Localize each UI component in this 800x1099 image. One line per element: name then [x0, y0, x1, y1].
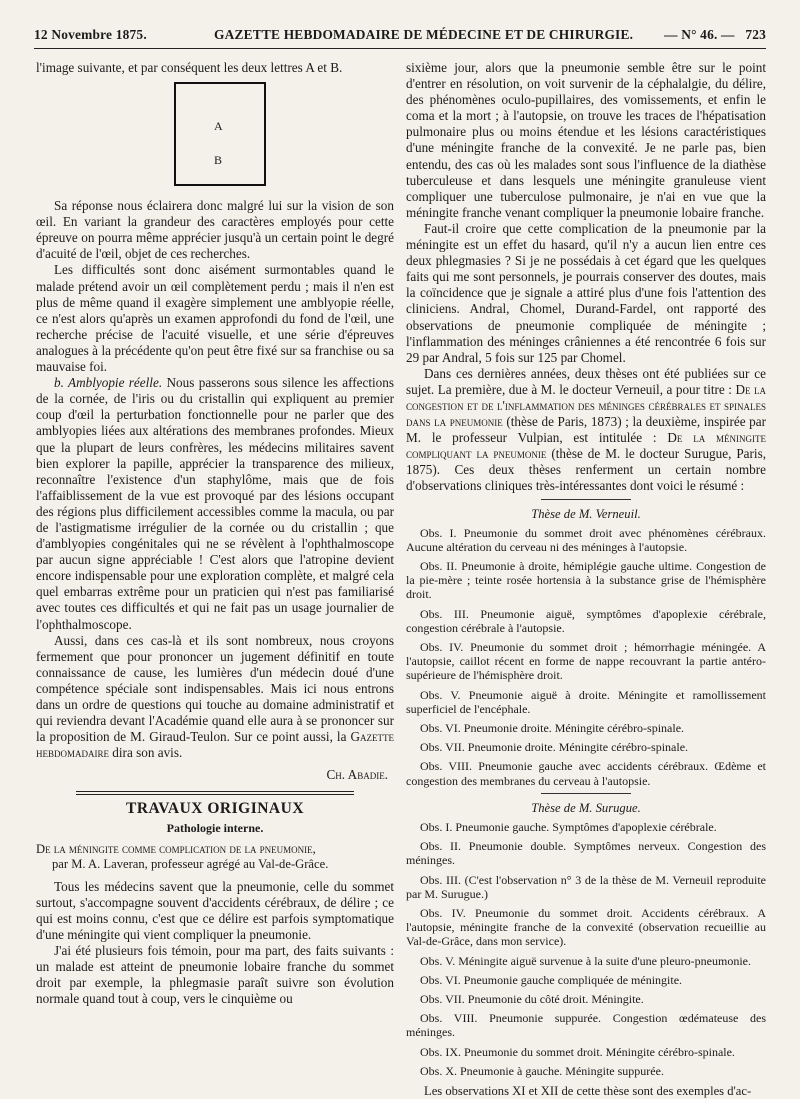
- paragraph: [36, 633, 394, 762]
- paragraph: sixième jour, alors que la pneumonie semble être sur le point d'entrer en résolution, on voit survenir de la céphalalgie, du délire, des phénomènes oculo-pupillaires, des vomissements, et enfin le coma et la mort ; à l'autopsie, on trouve les traces de l'hépatisation pulmonaire plus ou moins étendue et les lésions caractéristiques d'une méningite franche de la convexité. Je ne parle pas, bien entendu, des cas où les malades sont sous l'influence de la diathèse tuberculeuse et dans lesquels une méningite granuleuse vient compliquer une tuberculose pulmonaire, je n'ai en vue que la méningite franche venant compliquer la pneumonie lobaire franche.: [406, 60, 766, 220]
- observation-item: Obs. IV. Pneumonie du sommet droit. Accidents cérébraux. A l'autopsie, méningite franche de la convexité (observation recueillie au Val-de-Grâce, dans mon service).: [406, 905, 766, 949]
- right-column: [406, 60, 766, 1099]
- paragraph-text: Nous passerons sous silence les affections de la cornée, de l'iris ou du cristallin qui expliquent au premier coup d'œil la perturbation fonctionnelle pour ne parler que des amblyopies liées aux altérations des membranes profondes. Mieux que la plupart de leurs confrères, les médecins militaires savent bien explorer la papille, apprécier la transparence des milieux, reconnaître l'existence d'un staphylôme, mais que de fois l'affaiblissement de la vue est provoqué par des lésions occupant des régions plus difficilement accessibles comme la macula, ou par de l'astigmatisme irrégulier de la cornée ou du cristallin ; que d'amblyopies congénitales qui ne se révèlent à l'ophthalmoscope par aucun signe appréciable ! C'est alors que l'atropine devient encore indispensable pour une exploration complète, et malgré cela quel embarras extrême pour un praticien qui n'est pas familiarisé avec toutes ces difficultés et qui ne fait pas un usage journalier de l'ophthalmoscope.: [36, 375, 394, 632]
- observation-item: Obs. IX. Pneumonie du sommet droit. Méningite cérébro-spinale.: [420, 1044, 735, 1059]
- page-num: 723: [745, 27, 766, 42]
- observation-item: Obs. III. (C'est l'observation n° 3 de la thèse de M. Verneuil reproduite par M. Surugue.): [406, 872, 766, 901]
- observation-item: Obs. II. Pneumonie double. Symptômes nerveux. Congestion des méninges.: [406, 839, 766, 868]
- observation-item: Obs. X. Pneumonie à gauche. Méningite suppurée.: [420, 1063, 664, 1078]
- observation-item: Obs. V. Méningite aiguë survenue à la suite d'une pleuro-pneumonie.: [420, 953, 751, 968]
- observation-item: Obs. VI. Pneumonie gauche compliquée de méningite.: [420, 972, 683, 987]
- article-title: De la méningite comme complication de la pneumonie,: [36, 841, 316, 856]
- observation-item: Obs. V. Pneumonie aiguë à droite. Méningite et ramollissement superficiel de l'encéphale.: [406, 687, 766, 716]
- observation-item: Obs. VI. Pneumonie droite. Méningite cérébro-spinale.: [420, 721, 685, 736]
- section-title: TRAVAUX ORIGINAUX: [125, 800, 305, 818]
- divider: [76, 791, 354, 795]
- issue-date: 12 Novembre 1875.: [34, 27, 147, 42]
- observation-item: Obs. I. Pneumonie gauche. Symptômes d'apoplexie cérébrale.: [420, 819, 717, 834]
- section-subtitle: Pathologie interne.: [166, 820, 264, 835]
- divider: [541, 793, 631, 794]
- signature: Ch. Abadie.: [326, 767, 388, 783]
- observation-item: Obs. II. Pneumonie à droite, hémiplégie gauche ultime. Congestion de la pie-mère ; teinte rosée hortensia à la substance grise de l'hémisphère droit.: [406, 559, 766, 602]
- observation-item: Obs. VIII. Pneumonie suppurée. Congestion œdémateuse des méninges.: [406, 1011, 766, 1040]
- thesis-heading: Thèse de M. Verneuil.: [531, 506, 641, 521]
- observation-list: [406, 820, 766, 1078]
- paragraph: J'ai été plusieurs fois témoin, pour ma part, des faits suivants : un malade est atteint de pneumonie lobaire franche du sommet droit par exemple, la phlegmasie paraît suivre son évolution normale quand tout à coup, vers le cinquième ou: [36, 943, 394, 1007]
- thesis-heading: Thèse de M. Surugue.: [531, 800, 641, 815]
- thesis-title: De la méningite compliquant la pneumonie: [406, 430, 766, 462]
- observation-item: Obs. VII. Pneumonie du côté droit. Méningite.: [420, 992, 644, 1006]
- issue-number: — N° 46. —: [664, 27, 735, 42]
- observation-item: Obs. I. Pneumonie du sommet droit avec phénomènes cérébraux. Aucune altération du cerveau ni des méninges à l'autopsie.: [406, 525, 766, 554]
- paragraph-text: dira son avis.: [109, 745, 183, 761]
- paragraph: Les observations XI et XII de cette thèse sont des exemples d'ac-: [424, 1084, 752, 1099]
- page-header: [34, 22, 766, 49]
- paragraph-text: (thèse de M. le docteur Surugue, Paris, 1875). Ces deux thèses renferment un certain nombre d'observations cliniques très-intéressantes dont voici le résumé :: [406, 446, 766, 494]
- paragraph-text: Aussi, dans ces cas-là et ils sont nombreux, nous croyons fermement que pour prononcer un jugement définitif en toute connaissance de cause, les lumières d'un médecin doué d'une compétence spéciale sont indispensables. Mais ici nous entrons dans un ordre de questions qui touche au domaine administratif et qui reviendra devant l'Académie quand elle aura à se prononcer sur la proposition de M. Giraud-Teulon. Sur ce point aussi, la: [36, 632, 394, 745]
- thesis-title: De la congestion et de l'inflammation des méninges cérébrales et spinales dans la pneumonie: [406, 381, 766, 430]
- page-number: [664, 27, 766, 43]
- paragraph: Faut-il croire que cette complication de la pneumonie par la méningite est un effet du hasard, qu'il n'y a aucun lien entre ces deux phlegmasies ? Si je ne possédais à cet égard que les quelques faits qui me sont personnels, je pourrais conserver des doutes, mais la coïncidence que je signale a attiré plus d'une fois l'attention des cliniciens. Andral, Chomel, Durand-Fardel, ont rapporté des observations de pneumonie compliquée de méningite ; l'inflammation des méninges crâniennes a été rencontrée 6 fois sur 29 par Andral, 5 fois sur 125 par Chomel.: [406, 220, 766, 365]
- journal-name: Gazette hebdomadaire: [36, 729, 394, 761]
- paragraph-text: (thèse de Paris, 1873) ; la deuxième, inspirée par M. le professeur Vulpian, est intitulée :: [406, 414, 767, 446]
- paragraph: [406, 366, 766, 495]
- letter-b: B: [214, 153, 223, 168]
- paragraph: [36, 375, 394, 633]
- observation-item: Obs. IV. Pneumonie du sommet droit ; hémorrhagie méningée. A l'autopsie, caillot récent en forme de nappe recouvrant la partie antéro-supérieure de l'hémisphère droit.: [406, 640, 766, 683]
- paragraph: l'image suivante, et par conséquent les deux lettres A et B.: [36, 60, 343, 75]
- paragraph-text: Dans ces dernières années, deux thèses ont été publiées sur ce sujet. La première, due à M. le docteur Verneuil, a pour titre :: [406, 365, 766, 397]
- subsection-label: b. Amblyopie réelle.: [54, 375, 163, 391]
- paragraph: Les difficultés sont donc aisément surmontables quand le malade prétend avoir un œil complètement perdu ; mais il n'en est plus de même quand il exagère simplement une amblyopie réelle, ce n'est alors qu'après un examen approfondi du fond de l'œil, une recherche précise de l'acuité visuelle, et une série d'épreuves analogues à la précédente qu'on peut être fixé sur sa franchise ou sa mauvaise foi.: [36, 262, 394, 375]
- left-column: [36, 60, 394, 1007]
- figure-box-wrap: [36, 76, 394, 198]
- letter-a: A: [214, 119, 223, 134]
- observation-item: Obs. III. Pneumonie aiguë, symptômes d'apoplexie cérébrale, congestion cérébrale à l'autopsie.: [406, 606, 766, 635]
- letter-figure: [174, 82, 266, 186]
- paragraph: Tous les médecins savent que la pneumonie, celle du sommet surtout, s'accompagne souvent d'accidents cérébraux, de délire ; ce qui est moins connu, c'est que ce délire est parfois symptomatique d'une méningite qui vient compliquer la pneumonie.: [36, 878, 394, 942]
- journal-title: GAZETTE HEBDOMADAIRE DE MÉDECINE ET DE CHIRURGIE.: [214, 27, 634, 42]
- paragraph: Sa réponse nous éclairera donc malgré lui sur la vision de son œil. En variant la grandeur des caractères employés pour cette épreuve on pourra même apprécier jusqu'à un certain point le degré d'acuité de l'œil, objet de ces recherches.: [36, 198, 394, 262]
- observation-item: Obs. VII. Pneumonie droite. Méningite cérébro-spinale.: [420, 740, 689, 755]
- observation-item: Obs. VIII. Pneumonie gauche avec accidents cérébraux. Œdème et congestion des membranes du cerveau à l'autopsie.: [406, 759, 766, 788]
- observation-list: [406, 526, 766, 788]
- divider: [541, 499, 631, 500]
- article-author: par M. A. Laveran, professeur agrégé au Val-de-Grâce.: [52, 857, 329, 872]
